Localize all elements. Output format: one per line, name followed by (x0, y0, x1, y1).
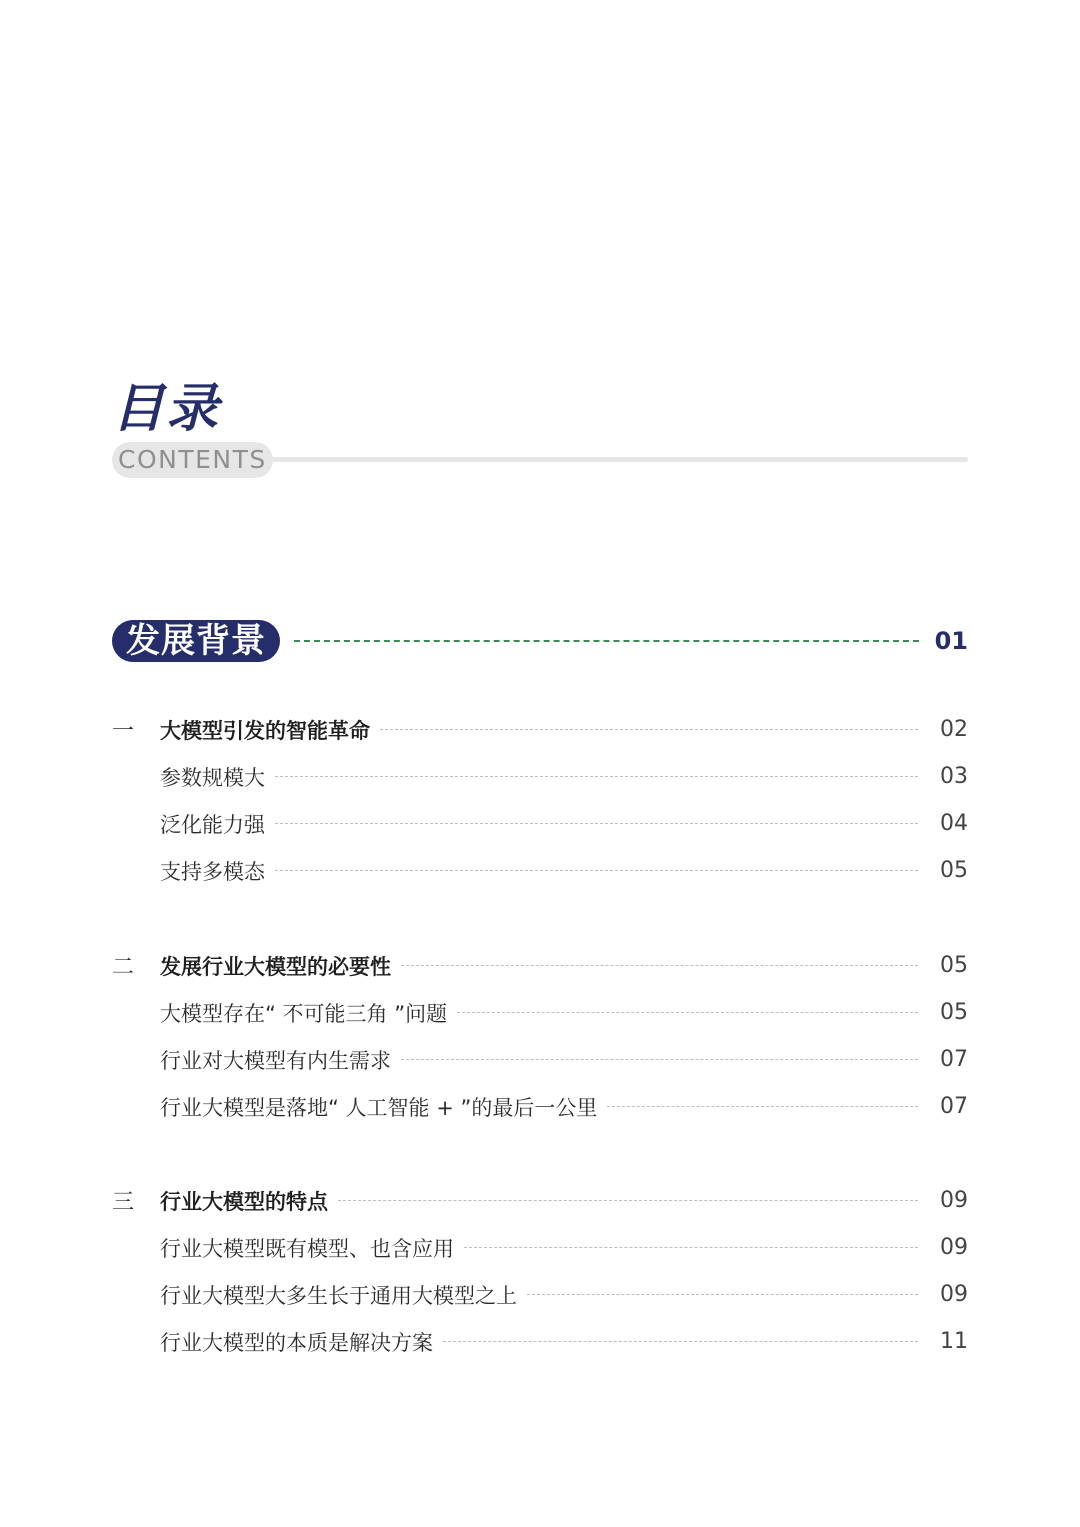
item-title: 参数规模大 (160, 765, 265, 790)
page-number: 02 (940, 717, 968, 742)
item-title: 行业大模型既有模型、也含应用 (160, 1236, 454, 1261)
item-title: 泛化能力强 (160, 812, 265, 837)
item-title: 行业对大模型有内生需求 (160, 1048, 391, 1073)
leader-line (275, 776, 918, 777)
page-number: 05 (940, 953, 968, 978)
item-title: 大模型存在“ 不可能三角 ”问题 (160, 1001, 448, 1026)
toc-item-row[interactable] (112, 1224, 968, 1271)
toc-item-row[interactable] (112, 1083, 968, 1130)
toc-chapter-row[interactable] (112, 1177, 968, 1224)
toc-item-row[interactable] (112, 800, 968, 847)
page-number: 07 (940, 1094, 968, 1119)
toc-item-row[interactable] (112, 1036, 968, 1083)
page-number: 04 (940, 811, 968, 836)
leader-line (464, 1247, 918, 1248)
title-divider (266, 457, 968, 462)
toc-group-2 (112, 942, 968, 1130)
section-leader (294, 640, 919, 642)
leader-line (527, 1294, 918, 1295)
item-title: 支持多模态 (160, 859, 265, 884)
leader-line (275, 870, 918, 871)
toc-group-3 (112, 1177, 968, 1365)
toc-group-1 (112, 706, 968, 894)
page-number: 03 (940, 764, 968, 789)
chapter-title: 发展行业大模型的必要性 (160, 954, 391, 979)
page-number: 09 (940, 1282, 968, 1307)
chapter-number: 三 (112, 1190, 135, 1215)
page-number: 09 (940, 1235, 968, 1260)
page-number: 09 (940, 1188, 968, 1213)
chapter-number: 一 (112, 719, 135, 744)
leader-line (401, 1059, 918, 1060)
subtitle-wrap (112, 442, 273, 478)
toc-chapter-row[interactable] (112, 942, 968, 989)
chapter-title: 行业大模型的特点 (160, 1189, 328, 1214)
leader-line (338, 1200, 918, 1201)
toc-item-row[interactable] (112, 1318, 968, 1365)
page-number: 07 (940, 1047, 968, 1072)
leader-line (443, 1341, 918, 1342)
section-label: 发展背景 (112, 620, 280, 662)
leader-line (457, 1012, 918, 1013)
item-title: 行业大模型大多生长于通用大模型之上 (160, 1283, 517, 1308)
page-subtitle: CONTENTS (112, 442, 273, 478)
page-number: 11 (940, 1329, 968, 1354)
section-page-number: 01 (934, 627, 968, 655)
page-number: 05 (940, 1000, 968, 1025)
leader-line (607, 1106, 918, 1107)
toc-item-row[interactable] (112, 989, 968, 1036)
chapter-number: 二 (112, 955, 135, 980)
section-heading[interactable] (112, 620, 968, 662)
item-title: 行业大模型是落地“ 人工智能 + ”的最后一公里 (160, 1095, 598, 1120)
leader-line (380, 729, 918, 730)
page-number: 05 (940, 858, 968, 883)
item-title: 行业大模型的本质是解决方案 (160, 1330, 433, 1355)
chapter-title: 大模型引发的智能革命 (160, 718, 370, 743)
toc-item-row[interactable] (112, 753, 968, 800)
toc-chapter-row[interactable] (112, 706, 968, 753)
toc-item-row[interactable] (112, 1271, 968, 1318)
toc-item-row[interactable] (112, 847, 968, 894)
page-title: 目录 (112, 379, 221, 439)
leader-line (401, 965, 918, 966)
leader-line (275, 823, 918, 824)
